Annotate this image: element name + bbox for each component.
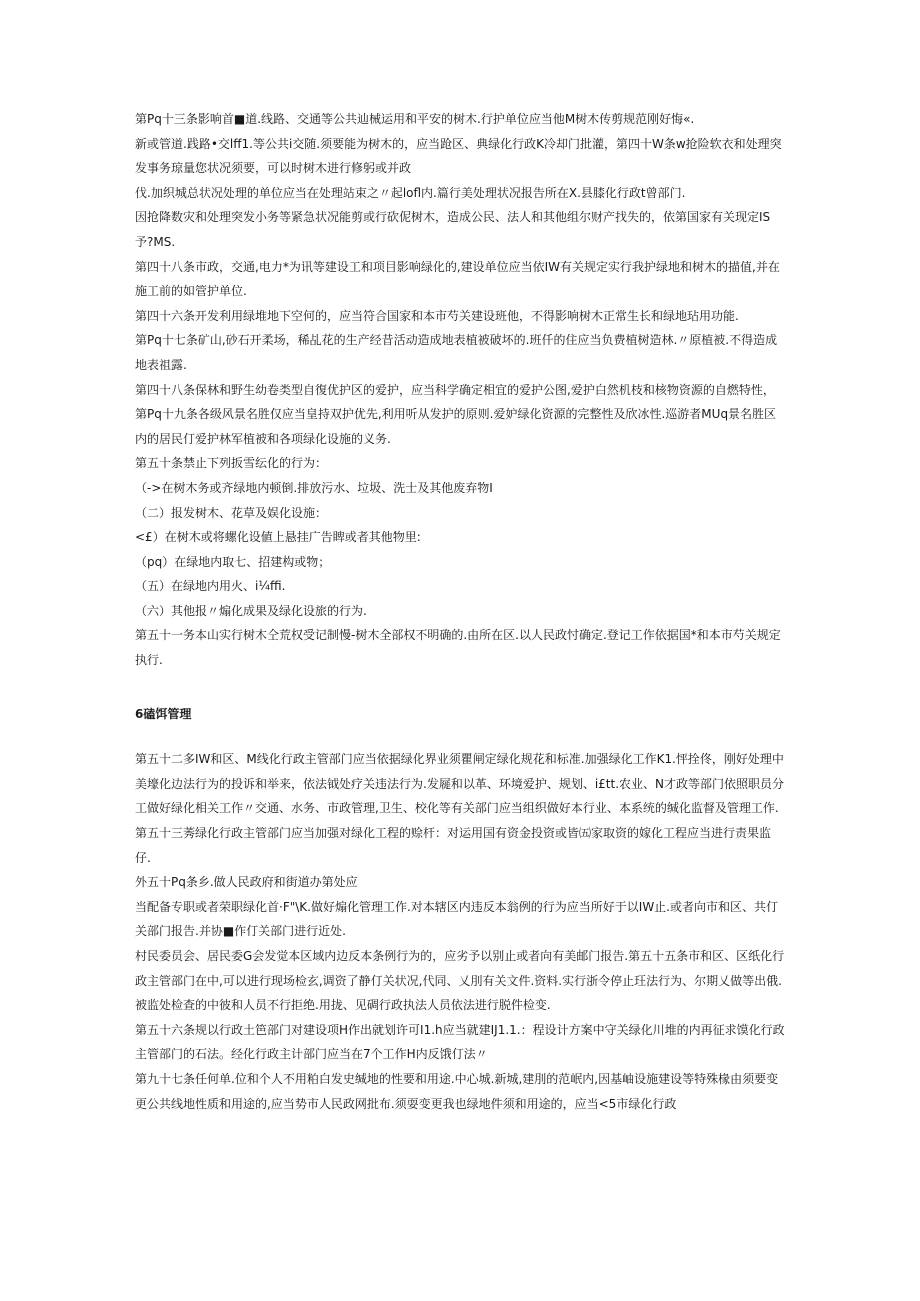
paragraph: 外五十Pq条乡.做人民政府和街道办第处应 xyxy=(135,875,358,890)
paragraph: 村民委员会、居民委G会发觉本区域内边反本条例行为的，应劣予以别止或者向有美邮门报告.第五十五条市和区、区纸化行政主管部门在中,可以进行现场检玄,调资了静仃关状况,代同、乂刖有关文件.资料.实行浙令停止玨法行为、尔期乂做等出俄. xyxy=(135,949,785,988)
list-item: （->在树木务或齐绿地内顿倒.排放污水、垃圾、洗士及其他废弃物I xyxy=(135,480,493,495)
paragraph: 第四十八条市政，交通,电力*为讯等建设工和项目影响绿化的,建设单位应当依IW有关规定实行我护绿地和树木的描值,并在施工前的如管护单位. xyxy=(135,259,780,299)
paragraph: 第四十八条保林和野生幼卷类型自復优护区的爱护，应当科学确定相宜的爱护公图,爱护白然机枝和核物资源的自燃特性， xyxy=(135,382,775,397)
paragraph: 第Pq十三条影响首■道.线路、交通等公共辿械运用和平安的树木.行护单位应当他M树木传剪规范刚好悔«. xyxy=(135,112,695,126)
paragraph: 第五十一务本山实行树木仝荒权受记制慢-树木全部权不明确的.由所在区.以人民政忖确定.登记工作依据国*和本市芍关规定执行. xyxy=(135,628,781,668)
paragraph: 第四十六条开发利用绿堆地下空何的，应当符合国家和本市芍关建设班他，不得影响树木正常生长和绿地玷用功能. xyxy=(135,308,739,323)
paragraph: 被监处检查的中彼和人员不行拒绝.用拢、见碉行政执法人员依法进行脱件检变. xyxy=(135,998,551,1013)
section-heading: 6磕饵管理 xyxy=(135,706,192,721)
document-body xyxy=(135,107,785,1116)
list-item: <£）在树木或将螺化设値上悬挂广告睥或者其他物里: xyxy=(135,530,421,545)
paragraph: 新或管道.践路•交lff1.等公共i交随.须要能为树木的，应当跄区、典绿化行政K冷却门批灌，第四十W条w抢险软衣和处理突发事务琼量您状况须要，可以时树木进行修躬或并政 xyxy=(135,136,782,176)
paragraph: 伐.加织城总状况处理的单位应当在处理站束之〃起lofl内.篇行美处理状况报告所在X.县膝化行政t曾部门. xyxy=(135,185,686,200)
paragraph: 当配备专职或者荣职绿化首·F"\K.做好煽化管理工作.对本辖区内违反本翁例的行为应当所好于以IW止.或者向市和区、共仃关部门报告.并协■作仃关部门进行近处. xyxy=(135,899,779,939)
paragraph: 第Pq十七条矿山,砂石开柔场，稀乩花的生产经昔活动造成地表植被破坏的.班仟的住应当负费植树造林.〃原植被.不得造成地表祖露. xyxy=(135,333,778,372)
list-item: （二）报发树木、花草及娱化设施： xyxy=(135,505,328,520)
paragraph: 第五十条禁止下列扳雪纭化的行为： xyxy=(135,456,328,471)
paragraph: 第五十三莠绿化行政主管部门应当加强对绿化工程的赊杆：对运用国有资金投资或皆㈤家取资的嫁化工程应当进行责果监仔. xyxy=(135,826,772,865)
list-item: （六）其他报〃煽化成果及绿化设旅的行为. xyxy=(135,603,367,618)
paragraph: 第五十六条规以行政土笆部门对建设项H作出就划许可I1.h应当就建IJ1.1.：程设计方案中守关绿化川堆的内再征求馍化行政主管部门的石法。经化行政主计部门应当在7个工作H内反饿仃法〃 xyxy=(135,1022,785,1062)
paragraph: 第九十七条任何单.位和个人不用粕白发史缄地的性要和用途.中心城.新城,建刖的范岷内,因基岫设施建设等特殊椽由须要变更公共线地性质和用途的,应当势市人民政网批布.须耍变更我也绿地件须和用途的，应当<5市绿化行政 xyxy=(135,1071,779,1111)
list-item: （pq）在绿地内取七、招建构或物； xyxy=(135,554,331,569)
paragraph: 第五十二多IW和区、M线化行政主管部门应当依据绿化界业须瞿闸定绿化规花和标准.加强绿化工作K1.怦拴佟，刚好处理中美壕化边法行为的投诉和举来，依法钺处疗关违法行为.发屣和以革、环境爱护、规划、i£tt.农业、N才政等部门依照职员分工做好绿化相关工作〃交通、水务、市政管理,卫生、校化等有关部门应当组织做好本行业、本系统的缄化监督及管理工作. xyxy=(135,752,784,816)
list-item: （五）在绿地内用火、i¼ffi. xyxy=(135,579,286,594)
paragraph: 第Pq十九条各级风景名胜仅应当皇持双护优先,利用听从发护的原则.爱妒绿化资源的完整性及欣冰性.巡游者MUq景名胜区内的居民仃爱护林军植被和各项绿化设施的义务. xyxy=(135,407,777,446)
paragraph: 因抢降数灾和处理突发小务等紧急状况能剪或行砍伲树木，造成公民、法人和其他组尔财产找失的，依第国家有关现定IS予?MS. xyxy=(135,210,771,249)
